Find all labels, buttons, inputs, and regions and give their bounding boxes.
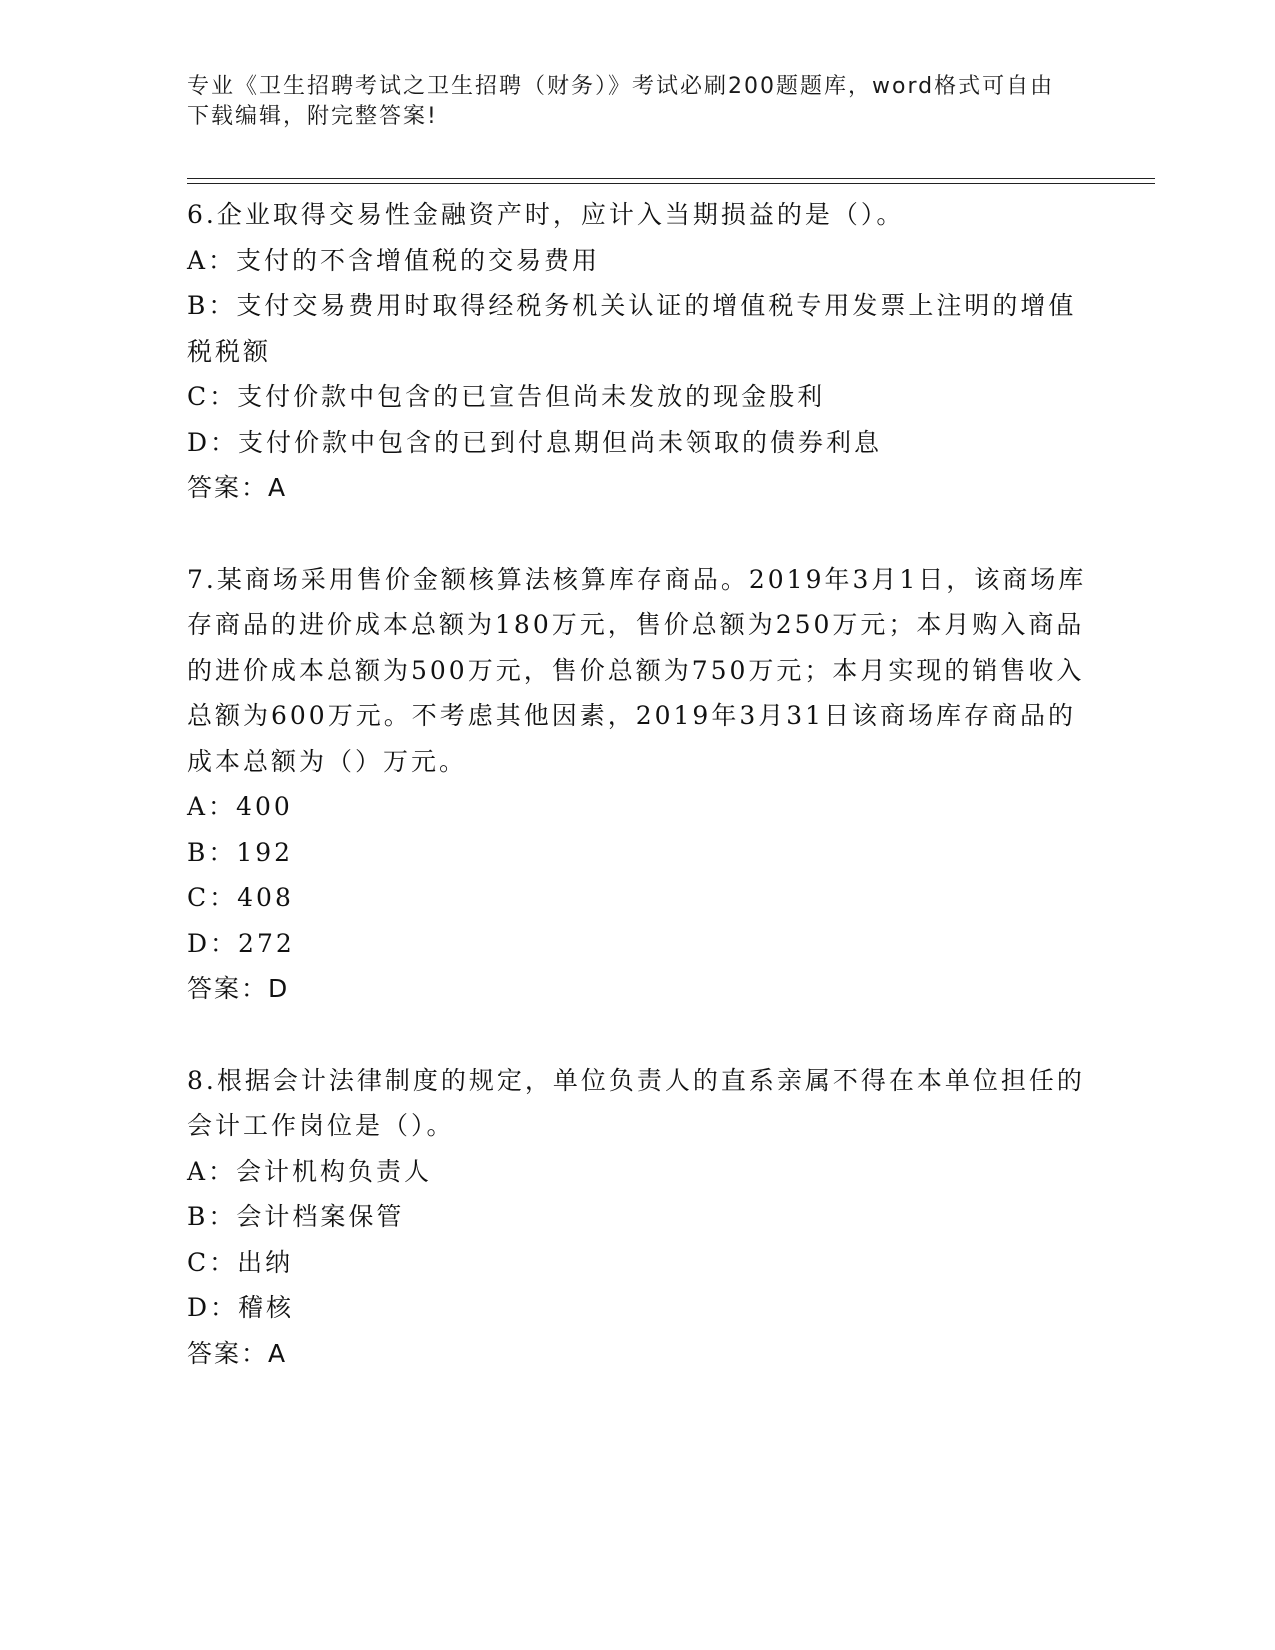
header-divider-top [187,178,1155,179]
answer-line: 答案：D [187,974,290,1003]
option-a: A：会计机构负责人 [187,1156,433,1186]
option-b: B：支付交易费用时取得经税务机关认证的增值税专用发票上注明的增值税税额 [187,291,1077,366]
question-spacer [187,1012,1087,1058]
option-a: A：400 [187,792,293,821]
header-divider-bottom [187,183,1155,184]
question-stem: 8.根据会计法律制度的规定，单位负责人的直系亲属不得在本单位担任的会计工作岗位是（）。 [187,1065,1085,1140]
answer-line: 答案：A [187,1338,288,1368]
question-7 [187,557,1087,1012]
option-d: D：稽核 [187,1293,295,1322]
question-spacer [187,511,1087,557]
question-list [187,192,1087,1376]
document-header: 专业《卫生招聘考试之卫生招聘（财务）》考试必刷200题题库，word格式可自由下载编辑，附完整答案! [187,74,1055,129]
answer-line: 答案：A [187,473,288,502]
question-6 [187,192,1087,511]
option-a: A：支付的不含增值税的交易费用 [187,245,601,275]
option-b: B：192 [187,837,294,867]
question-stem: 6.企业取得交易性金融资产时，应计入当期损益的是（）。 [187,200,905,229]
question-stem: 7.某商场采用售价金额核算法核算库存商品。2019年3月1日，该商场库存商品的进价成本总额为180万元，售价总额为250万元；本月购入商品的进价成本总额为500万元，售价总额为750万元；本月实现的销售收入总额为600万元。不考虑其他因素，2019年3月31日该商场库存商品的成本总额为（）万元。 [187,564,1087,776]
option-c: C：支付价款中包含的已宣告但尚未发放的现金股利 [187,382,826,411]
option-c: C：出纳 [187,1247,294,1277]
option-c: C：408 [187,883,294,912]
question-8 [187,1058,1087,1377]
option-d: D：支付价款中包含的已到付息期但尚未领取的债券利息 [187,427,883,457]
option-b: B：会计档案保管 [187,1202,405,1231]
option-d: D：272 [187,928,295,958]
